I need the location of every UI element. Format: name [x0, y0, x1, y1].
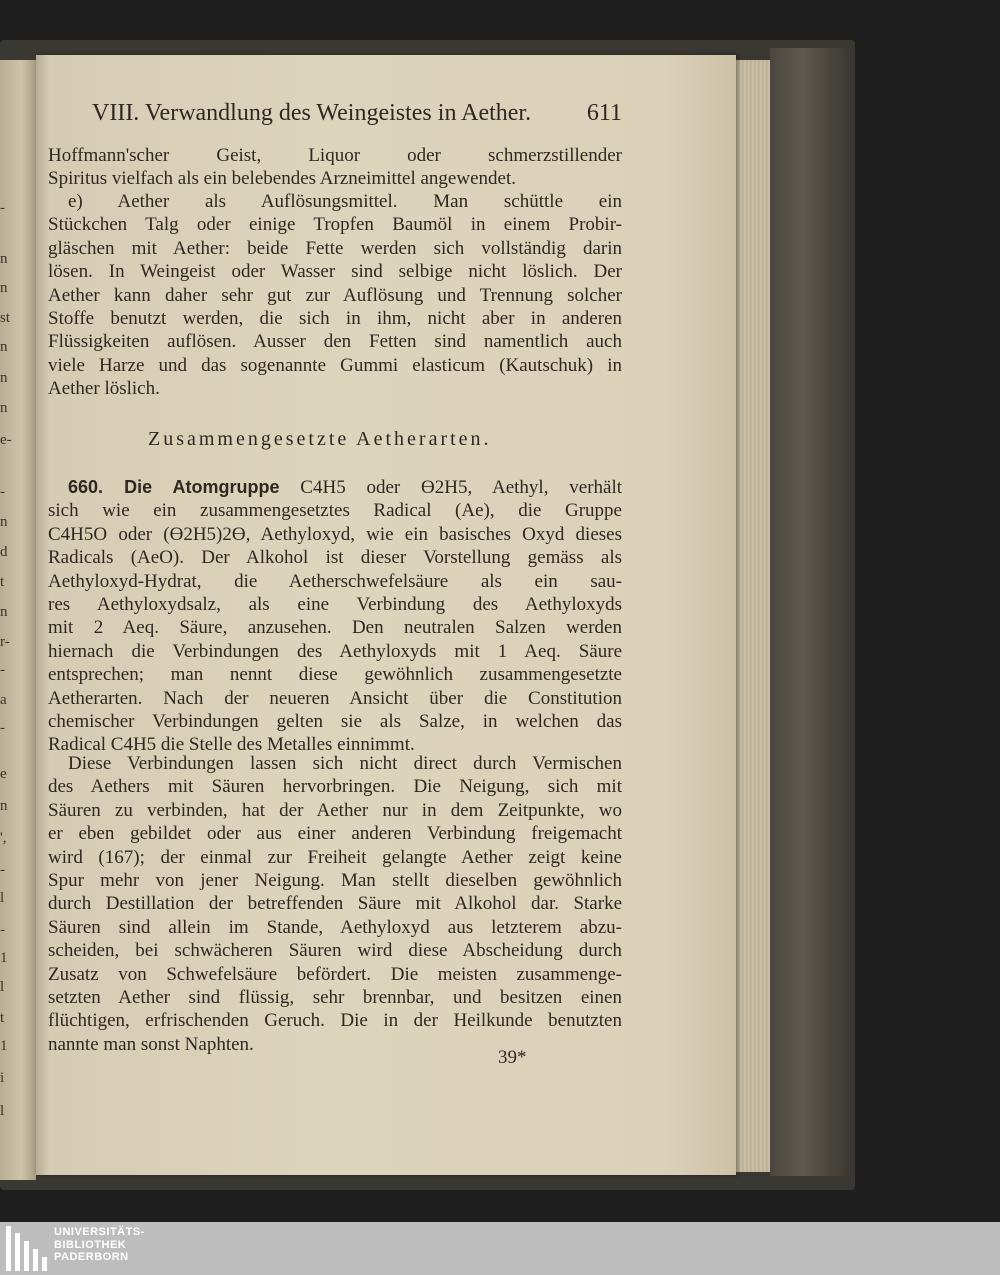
logo-line: BIBLIOTHEK — [54, 1238, 127, 1251]
text-line: setzten Aether sind flüssig, sehr brennbar, und besitzen einen — [48, 986, 622, 1008]
text-line: Aetherarten. Nach der neueren Ansicht über die Constitution — [48, 687, 622, 709]
margin-fragment: st — [0, 310, 11, 326]
text-line: Spiritus vielfach als ein belebendes Arzneimittel angewendet. — [48, 168, 516, 190]
margin-fragment: - — [0, 720, 5, 736]
text-line: Säuren zu verbinden, hat der Aether nur in dem Zeitpunkte, wo — [48, 799, 622, 821]
text-line: lösen. In Weingeist oder Wasser sind selbige nicht löslich. Der — [48, 261, 622, 283]
left-page-edge — [0, 60, 36, 1180]
text-line: Spur mehr von jener Neigung. Man stellt dieselben gewöhnlich — [48, 869, 622, 891]
text-line: viele Harze und das sogenannte Gummi elasticum (Kautschuk) in — [48, 354, 622, 376]
text-line: res Aethyloxydsalz, als eine Verbindung des Aethyloxyds — [48, 593, 622, 615]
margin-fragment: n — [0, 798, 8, 814]
page-number: 611 — [586, 100, 622, 126]
margin-fragment: 1 — [0, 1038, 8, 1054]
margin-fragment: - — [0, 484, 5, 500]
text-line: entsprechen; man nennt diese gewöhnlich zusammengesetzte — [48, 664, 622, 686]
text-line: Zusatz von Schwefelsäure befördert. Die meisten zusammenge- — [48, 963, 622, 985]
book-spine — [770, 48, 850, 1176]
margin-fragment: - — [0, 922, 5, 938]
margin-fragment: n — [0, 339, 8, 355]
text-line: Hoffmann'scher Geist, Liquor oder schmerzstillender — [48, 145, 622, 166]
library-logo-text — [54, 1226, 145, 1264]
paragraph-1 — [48, 144, 622, 191]
margin-fragment: n — [0, 604, 8, 620]
margin-fragment: n — [0, 370, 8, 386]
margin-fragment: t — [0, 574, 5, 590]
logo-line: PADERBORN — [54, 1251, 129, 1263]
margin-fragment: r- — [0, 634, 10, 650]
text-line: Stoffe benutzt werden, die sich in ihm, nicht aber in anderen — [48, 307, 622, 329]
text-line — [48, 476, 622, 499]
text-line: Aether kann daher sehr gut zur Auflösung und Trennung solcher — [48, 284, 622, 306]
text-line: Aethyloxyd-Hydrat, die Aetherschwefelsäure als ein sau- — [48, 570, 622, 592]
margin-fragment: n — [0, 514, 8, 530]
text-line: Säuren sind allein im Stande, Aethyloxyd aus letzterem abzu- — [48, 916, 622, 938]
margin-fragment: a — [0, 692, 7, 708]
text-line: hiernach die Verbindungen des Aethyloxyds mit 1 Aeq. Säure — [48, 640, 622, 662]
text-line: scheiden, bei schwächeren Säuren wird diese Abscheidung durch — [48, 940, 622, 962]
margin-fragment: n — [0, 251, 8, 267]
margin-fragment: e — [0, 766, 7, 782]
text-line: C4H5O oder (Ɵ2H5)2Ɵ, Aethyloxyd, wie ein basisches Oxyd dieses — [48, 523, 622, 545]
paragraph-2 — [48, 190, 622, 401]
section-heading: Zusammengesetzte Aetherarten. — [148, 428, 492, 450]
text-line: Radicals (AeO). Der Alkohol ist dieser Vorstellung gemäss als — [48, 547, 622, 569]
page-fore-edge — [736, 60, 770, 1172]
text-line: e) Aether als Auflösungsmittel. Man schüttle ein — [68, 191, 622, 212]
header-title: VIII. Verwandlung des Weingeistes in Aether. — [92, 100, 532, 126]
left-page-margin-fragments — [0, 60, 16, 1180]
margin-fragment: n — [0, 400, 8, 416]
margin-fragment: 1 — [0, 950, 8, 966]
paragraph-4 — [48, 752, 622, 1056]
text-line: durch Destillation der betreffenden Säure mit Alkohol dar. Starke — [48, 893, 622, 915]
text-line: wird (167); der einmal zur Freiheit gelangte Aether zeigt keine — [48, 846, 622, 868]
text-line: Radical C4H5 die Stelle des Metalles einnimmt. — [48, 734, 415, 756]
margin-fragment: - — [0, 662, 5, 678]
margin-fragment: i — [0, 1070, 5, 1086]
text-line: nannte man sonst Naphten. — [48, 1033, 254, 1055]
text-line: er eben gebildet oder aus einer anderen Verbindung freigemacht — [48, 823, 622, 845]
text-line: Diese Verbindungen lassen sich nicht direct durch Vermischen — [68, 753, 622, 774]
text-line: chemischer Verbindungen gelten sie als Salze, in welchen das — [48, 710, 622, 732]
logo-line: UNIVERSITÄTS- — [54, 1226, 145, 1238]
text-line: Flüssigkeiten auflösen. Ausser den Fetten sind namentlich auch — [48, 331, 622, 353]
margin-fragment: l — [0, 890, 5, 906]
running-header — [92, 100, 622, 130]
text-line: sich wie ein zusammengesetztes Radical (Ae), die Gruppe — [48, 500, 622, 522]
margin-fragment: l — [0, 979, 5, 995]
paragraph-lead: 660. Die Atomgruppe — [68, 477, 280, 497]
text-line: Aether löslich. — [48, 378, 160, 400]
library-footer-bar — [0, 1222, 1000, 1275]
margin-fragment: n — [0, 280, 8, 296]
text-fragment: C4H5 oder Ɵ2H5, Aethyl, verhält — [300, 477, 623, 498]
margin-fragment: d — [0, 544, 8, 560]
signature-mark: 39* — [498, 1047, 527, 1068]
margin-fragment: e- — [0, 432, 12, 448]
paragraph-660 — [48, 476, 622, 757]
text-line: des Aethers mit Säuren hervorbringen. Die Neigung, sich mit — [48, 776, 622, 798]
text-line: gläschen mit Aether: beide Fette werden sich vollständig darin — [48, 237, 622, 259]
margin-fragment: l — [0, 1103, 5, 1119]
library-logo-icon — [6, 1226, 50, 1271]
text-line: mit 2 Aeq. Säure, anzusehen. Den neutralen Salzen werden — [48, 617, 622, 639]
margin-fragment: t — [0, 1010, 5, 1026]
margin-fragment: ', — [0, 830, 7, 846]
text-line: flüchtigen, erfrischenden Geruch. Die in der Heilkunde benutzten — [48, 1010, 622, 1032]
text-line: Stückchen Talg oder einige Tropfen Baumöl in einem Probir- — [48, 214, 622, 236]
margin-fragment: - — [0, 862, 5, 878]
margin-fragment: - — [0, 200, 5, 216]
